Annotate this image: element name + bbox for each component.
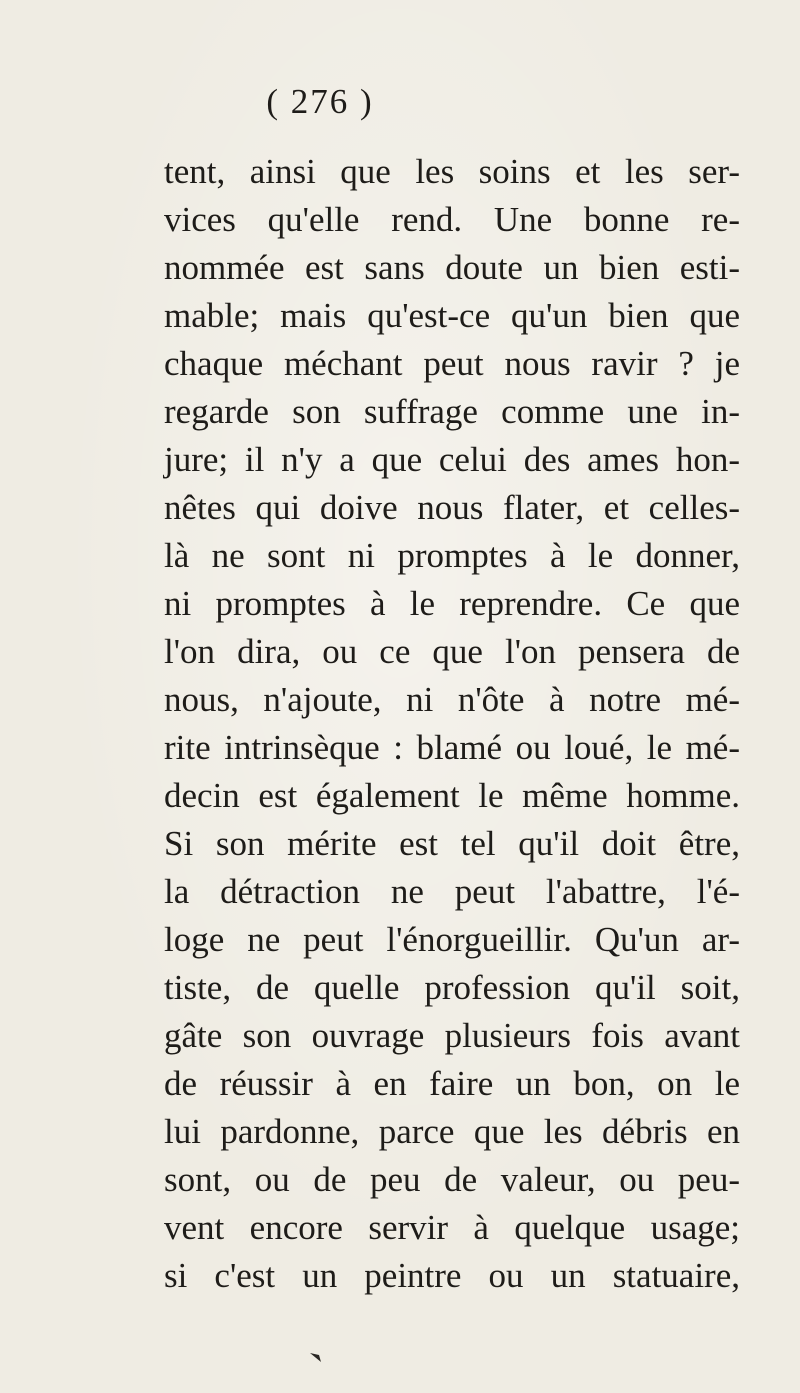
text-line: l'on dira, ou ce que l'on pensera de (164, 632, 740, 671)
text-line: de réussir à en faire un bon, on le (164, 1064, 740, 1103)
text-line: tiste, de quelle profession qu'il soit, (164, 968, 740, 1007)
text-line: Si son mérite est tel qu'il doit être, (164, 824, 740, 863)
text-line: mable; mais qu'est-ce qu'un bien que (164, 296, 740, 335)
text-line: jure; il n'y a que celui des ames hon- (164, 440, 740, 479)
text-line: si c'est un peintre ou un statuaire, (164, 1256, 740, 1295)
text-line: la détraction ne peut l'abattre, l'é- (164, 872, 740, 911)
text-line: ni promptes à le reprendre. Ce que (164, 584, 740, 623)
ink-mark (309, 1352, 325, 1366)
text-line: gâte son ouvrage plusieurs fois avant (164, 1016, 740, 1055)
text-line: vent encore servir à quelque usage; (164, 1208, 740, 1247)
text-line: nommée est sans doute un bien esti- (164, 248, 740, 287)
text-line: lui pardonne, parce que les débris en (164, 1112, 740, 1151)
text-line: nous, n'ajoute, ni n'ôte à notre mé- (164, 680, 740, 719)
text-line: decin est également le même homme. (164, 776, 740, 815)
text-line: là ne sont ni promptes à le donner, (164, 536, 740, 575)
text-line: regarde son suffrage comme une in- (164, 392, 740, 431)
page-number: ( 276 ) (266, 82, 374, 121)
text-line: sont, ou de peu de valeur, ou peu- (164, 1160, 740, 1199)
text-line: tent, ainsi que les soins et les ser- (164, 152, 740, 191)
text-line: chaque méchant peut nous ravir ? je (164, 344, 740, 383)
text-line: nêtes qui doive nous flater, et celles- (164, 488, 740, 527)
text-line: loge ne peut l'énorgueillir. Qu'un ar- (164, 920, 740, 959)
text-line: vices qu'elle rend. Une bonne re- (164, 200, 740, 239)
text-line: rite intrinsèque : blamé ou loué, le mé- (164, 728, 740, 767)
